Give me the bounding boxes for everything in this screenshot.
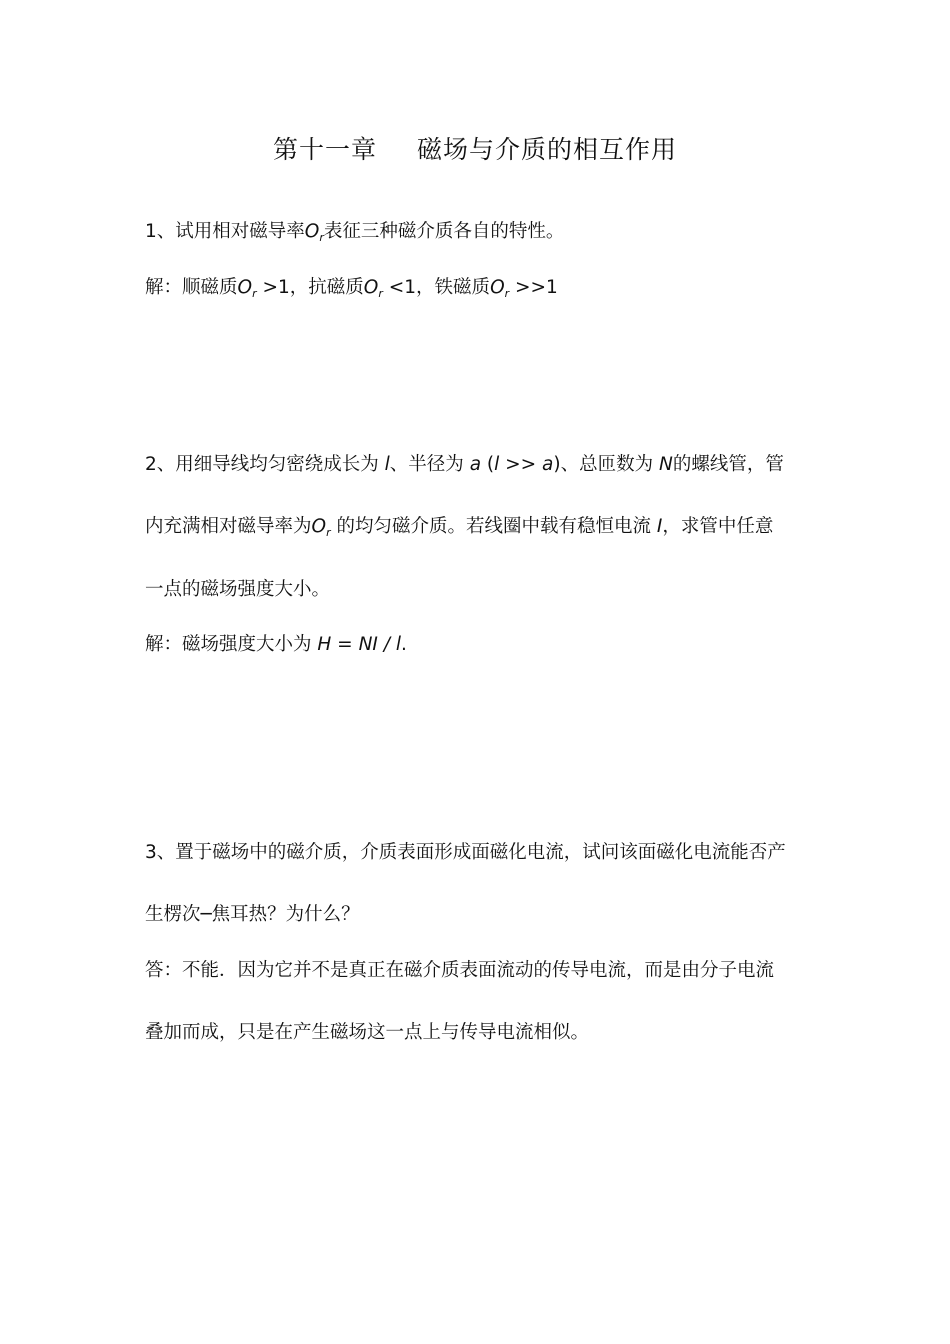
chapter-topic: 磁场与介质的相互作用	[417, 135, 678, 164]
answer-2-text: 解：磁场强度大小为 H = NI / l.	[145, 634, 407, 655]
question-3-line-1: 3、置于磁场中的磁介质，介质表面形成面磁化电流，试问该面磁化电流能否产	[145, 842, 786, 863]
question-2-line-3: 一点的磁场强度大小。	[145, 579, 331, 600]
page-title	[0, 130, 950, 166]
question-2-line-1: 2、用细导线均匀密绕成长为 l、半径为 a (l >> a)、总匝数为 N的螺线管，管	[145, 454, 784, 475]
question-3-line-2: 生楞次─焦耳热？为什么？	[145, 904, 360, 925]
answer-1-text: 解：顺磁质$O_r >1$，抗磁质$O_r <1$，铁磁质$O_r >>1$	[145, 277, 558, 300]
chapter-number: 第十一章	[272, 135, 377, 164]
question-1-text: 1、试用相对磁导率$O_r$表征三种磁介质各自的特性。	[145, 221, 565, 244]
answer-3-line-2: 叠加而成，只是在产生磁场这一点上与传导电流相似。	[145, 1022, 590, 1043]
answer-2-formula: H = NI / l	[317, 634, 401, 655]
question-2-line-2: 内充满相对磁导率为$O_r$ 的均匀磁介质。若线圈中载有稳恒电流 I，求管中任意	[145, 516, 774, 539]
answer-3-line-1: 答：不能．因为它并不是真正在磁介质表面流动的传导电流，而是由分子电流	[145, 960, 775, 981]
